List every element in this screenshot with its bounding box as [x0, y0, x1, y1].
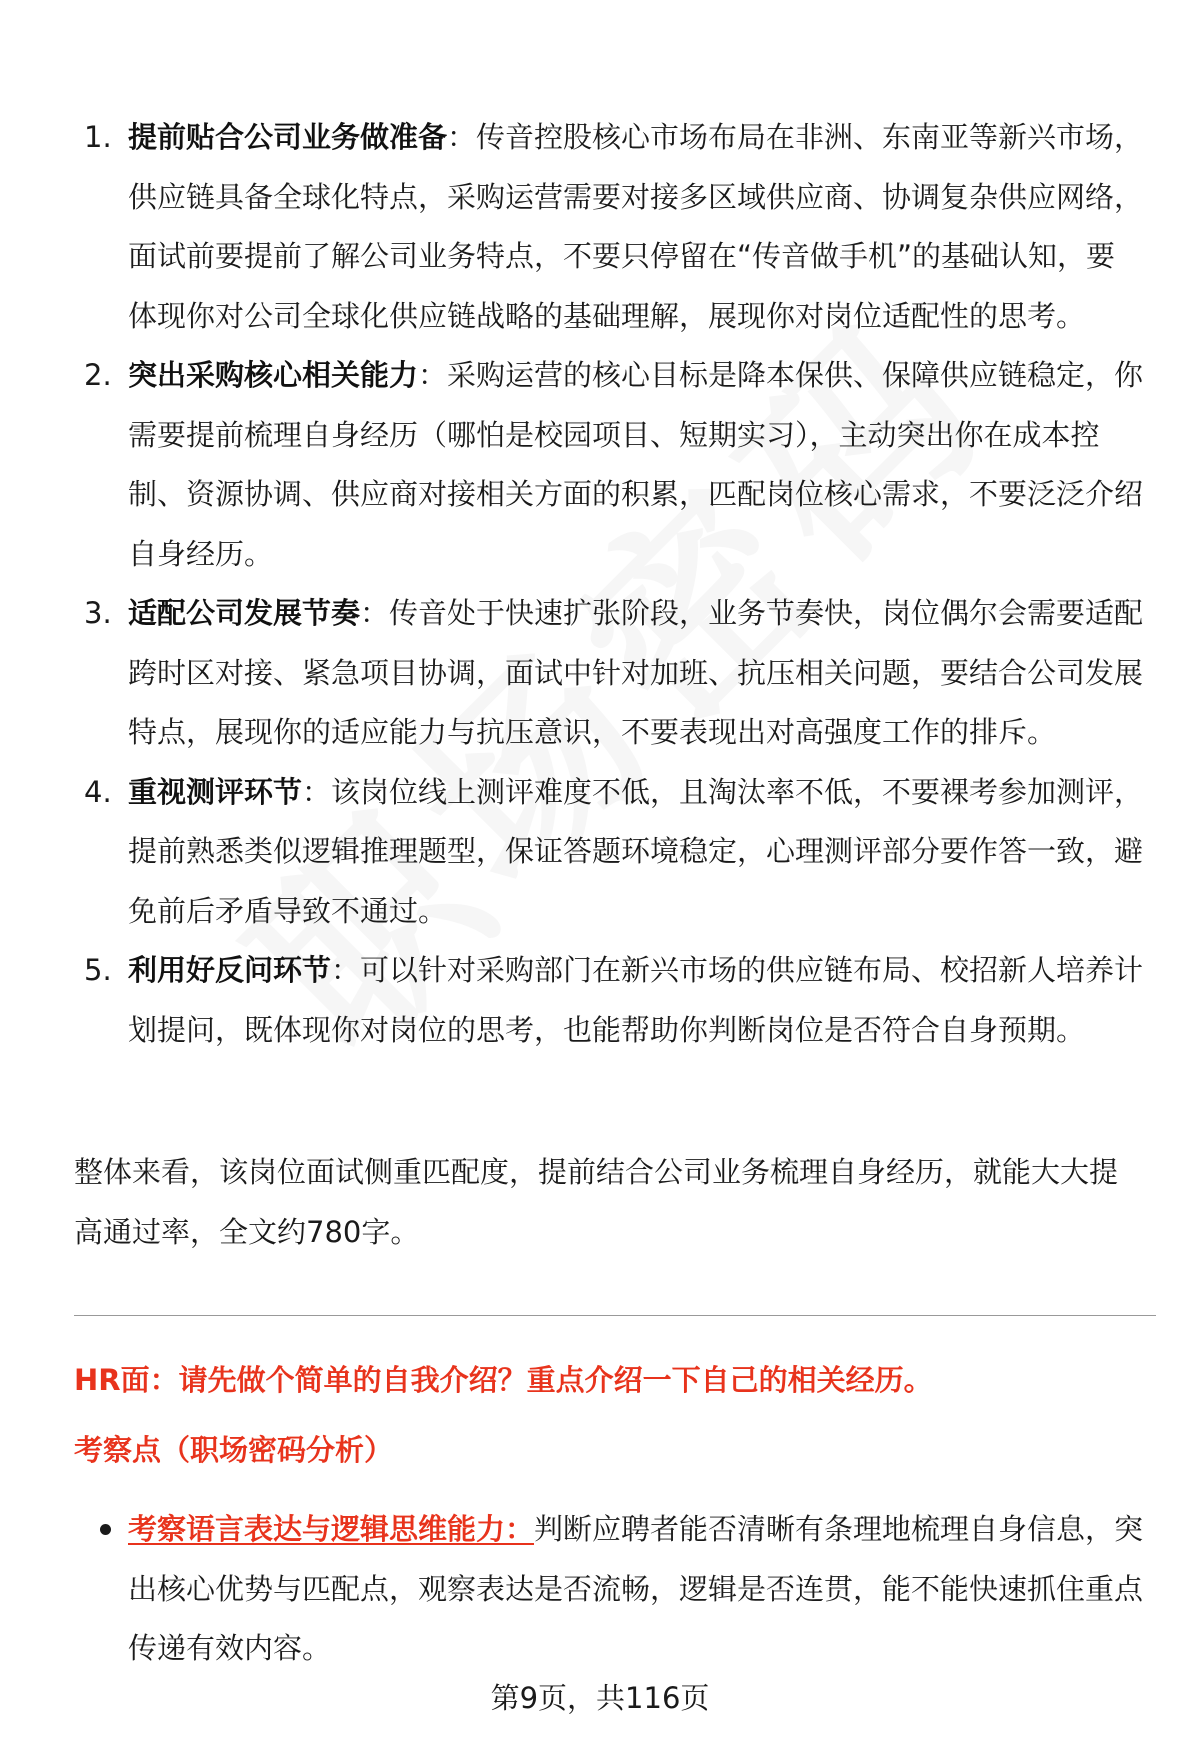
list-item-lead: 突出采购核心相关能力	[128, 358, 419, 392]
list-item-lead: 适配公司发展节奏	[128, 596, 361, 630]
list-item-number: 4.	[84, 774, 112, 809]
bullet-item-lead: 考察语言表达与逻辑思维能力：	[128, 1512, 535, 1546]
bullet-item	[74, 1500, 1144, 1679]
list-item-lead: 提前贴合公司业务做准备	[128, 120, 448, 154]
section-divider	[74, 1315, 1156, 1316]
list-item-number: 2.	[84, 358, 112, 392]
list-item-number: 1.	[84, 120, 112, 154]
list-item-number: 3.	[84, 596, 112, 630]
list-item-text: ：传音控股核心市场布局在非洲、东南亚等新兴市场，供应链具备全球化特点，采购运营需要对接多区域供应商、协调复杂供应网络，面试前要提前了解公司业务特点，不要只停留在“传音做手机”的基础认知，要体现你对公司全球化供应链战略的基础理解，展现你对岗位适配性的思考。	[128, 120, 1144, 333]
numbered-list	[74, 108, 1144, 1060]
page-number: 第9页，共116页	[490, 1681, 710, 1715]
list-item	[74, 763, 1144, 942]
list-item	[74, 584, 1144, 763]
list-item-lead: 利用好反问环节	[128, 953, 332, 987]
list-item-text: ：该岗位线上测评难度不低，且淘汰率不低，不要裸考参加测评，提前熟悉类似逻辑推理题型，保证答题环境稳定，心理测评部分要作答一致，避免前后矛盾导致不通过。	[128, 774, 1144, 928]
bullet-icon	[100, 1524, 111, 1535]
list-item-text: ：传音处于快速扩张阶段，业务节奏快，岗位偶尔会需要适配跨时区对接、紧急项目协调，面试中针对加班、抗压相关问题，要结合公司发展特点，展现你的适应能力与抗压意识，不要表现出对高强度工作的排斥。	[128, 596, 1144, 749]
list-item	[74, 108, 1144, 346]
bullet-item-text: 判断应聘者能否清晰有条理地梳理自身信息，突出核心优势与匹配点，观察表达是否流畅，逻辑是否连贯，能不能快速抓住重点传递有效内容。	[128, 1512, 1144, 1665]
summary-paragraph: 整体来看，该岗位面试侧重匹配度，提前结合公司业务梳理自身经历，就能大大提高通过率，全文约780字。	[74, 1155, 1119, 1249]
hr-question-heading: HR面：请先做个简单的自我介绍？重点介绍一下自己的相关经历。	[74, 1363, 933, 1397]
analysis-heading: 考察点（职场密码分析）	[74, 1433, 394, 1467]
list-item-number: 5.	[84, 953, 112, 987]
list-item-lead: 重视测评环节	[128, 774, 303, 809]
list-item-text: ：采购运营的核心目标是降本保供、保障供应链稳定，你需要提前梳理自身经历（哪怕是校园项目、短期实习），主动突出你在成本控制、资源协调、供应商对接相关方面的积累，匹配岗位核心需求，不要泛泛介绍自身经历。	[128, 358, 1144, 571]
bullet-list	[74, 1500, 1144, 1679]
list-item	[74, 346, 1144, 584]
list-item	[74, 941, 1144, 1060]
list-item-text: ：可以针对采购部门在新兴市场的供应链布局、校招新人培养计划提问，既体现你对岗位的思考，也能帮助你判断岗位是否符合自身预期。	[128, 953, 1144, 1047]
